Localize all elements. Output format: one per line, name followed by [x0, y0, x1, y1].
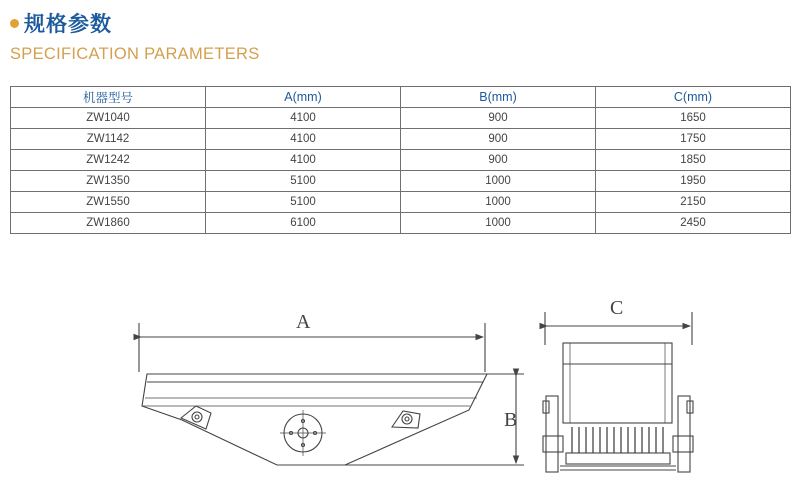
right-mount-bracket — [392, 411, 420, 428]
cell-a: 4100 — [206, 108, 401, 129]
grate-bars — [572, 427, 663, 453]
right-frame — [678, 396, 690, 472]
cell-b: 900 — [401, 150, 596, 171]
cell-a: 4100 — [206, 150, 401, 171]
hopper — [563, 343, 672, 423]
page-title: 规格参数 — [24, 12, 112, 36]
feeder-body — [142, 374, 487, 465]
motor-wheel — [280, 410, 326, 456]
left-frame — [546, 396, 558, 472]
cell-c: 2150 — [596, 192, 791, 213]
front-view-drawing — [543, 297, 693, 472]
cell-model: ZW1860 — [11, 213, 206, 234]
cell-a: 5100 — [206, 192, 401, 213]
left-mount-bracket — [181, 406, 211, 429]
cell-b: 900 — [401, 129, 596, 150]
cell-b: 900 — [401, 108, 596, 129]
cell-b: 1000 — [401, 213, 596, 234]
col-header-model: 机器型号 — [11, 87, 206, 108]
col-header-c: C(mm) — [596, 87, 791, 108]
cell-a: 6100 — [206, 213, 401, 234]
cell-c: 1950 — [596, 171, 791, 192]
cell-model: ZW1350 — [11, 171, 206, 192]
cell-b: 1000 — [401, 171, 596, 192]
cell-model: ZW1142 — [11, 129, 206, 150]
bottom-trough — [566, 453, 670, 464]
cell-c: 1750 — [596, 129, 791, 150]
side-view-drawing — [139, 311, 524, 465]
cell-b: 1000 — [401, 192, 596, 213]
cell-a: 4100 — [206, 129, 401, 150]
cell-c: 2450 — [596, 213, 791, 234]
dim-a-label: A — [296, 311, 311, 333]
cell-c: 1650 — [596, 108, 791, 129]
dim-b-label: B — [504, 409, 518, 431]
page-subtitle: SPECIFICATION PARAMETERS — [10, 45, 260, 63]
col-header-a: A(mm) — [206, 87, 401, 108]
cell-c: 1850 — [596, 150, 791, 171]
cell-model: ZW1550 — [11, 192, 206, 213]
cell-model: ZW1040 — [11, 108, 206, 129]
col-header-b: B(mm) — [401, 87, 596, 108]
dim-c-label: C — [610, 297, 624, 319]
cell-model: ZW1242 — [11, 150, 206, 171]
cell-a: 5100 — [206, 171, 401, 192]
